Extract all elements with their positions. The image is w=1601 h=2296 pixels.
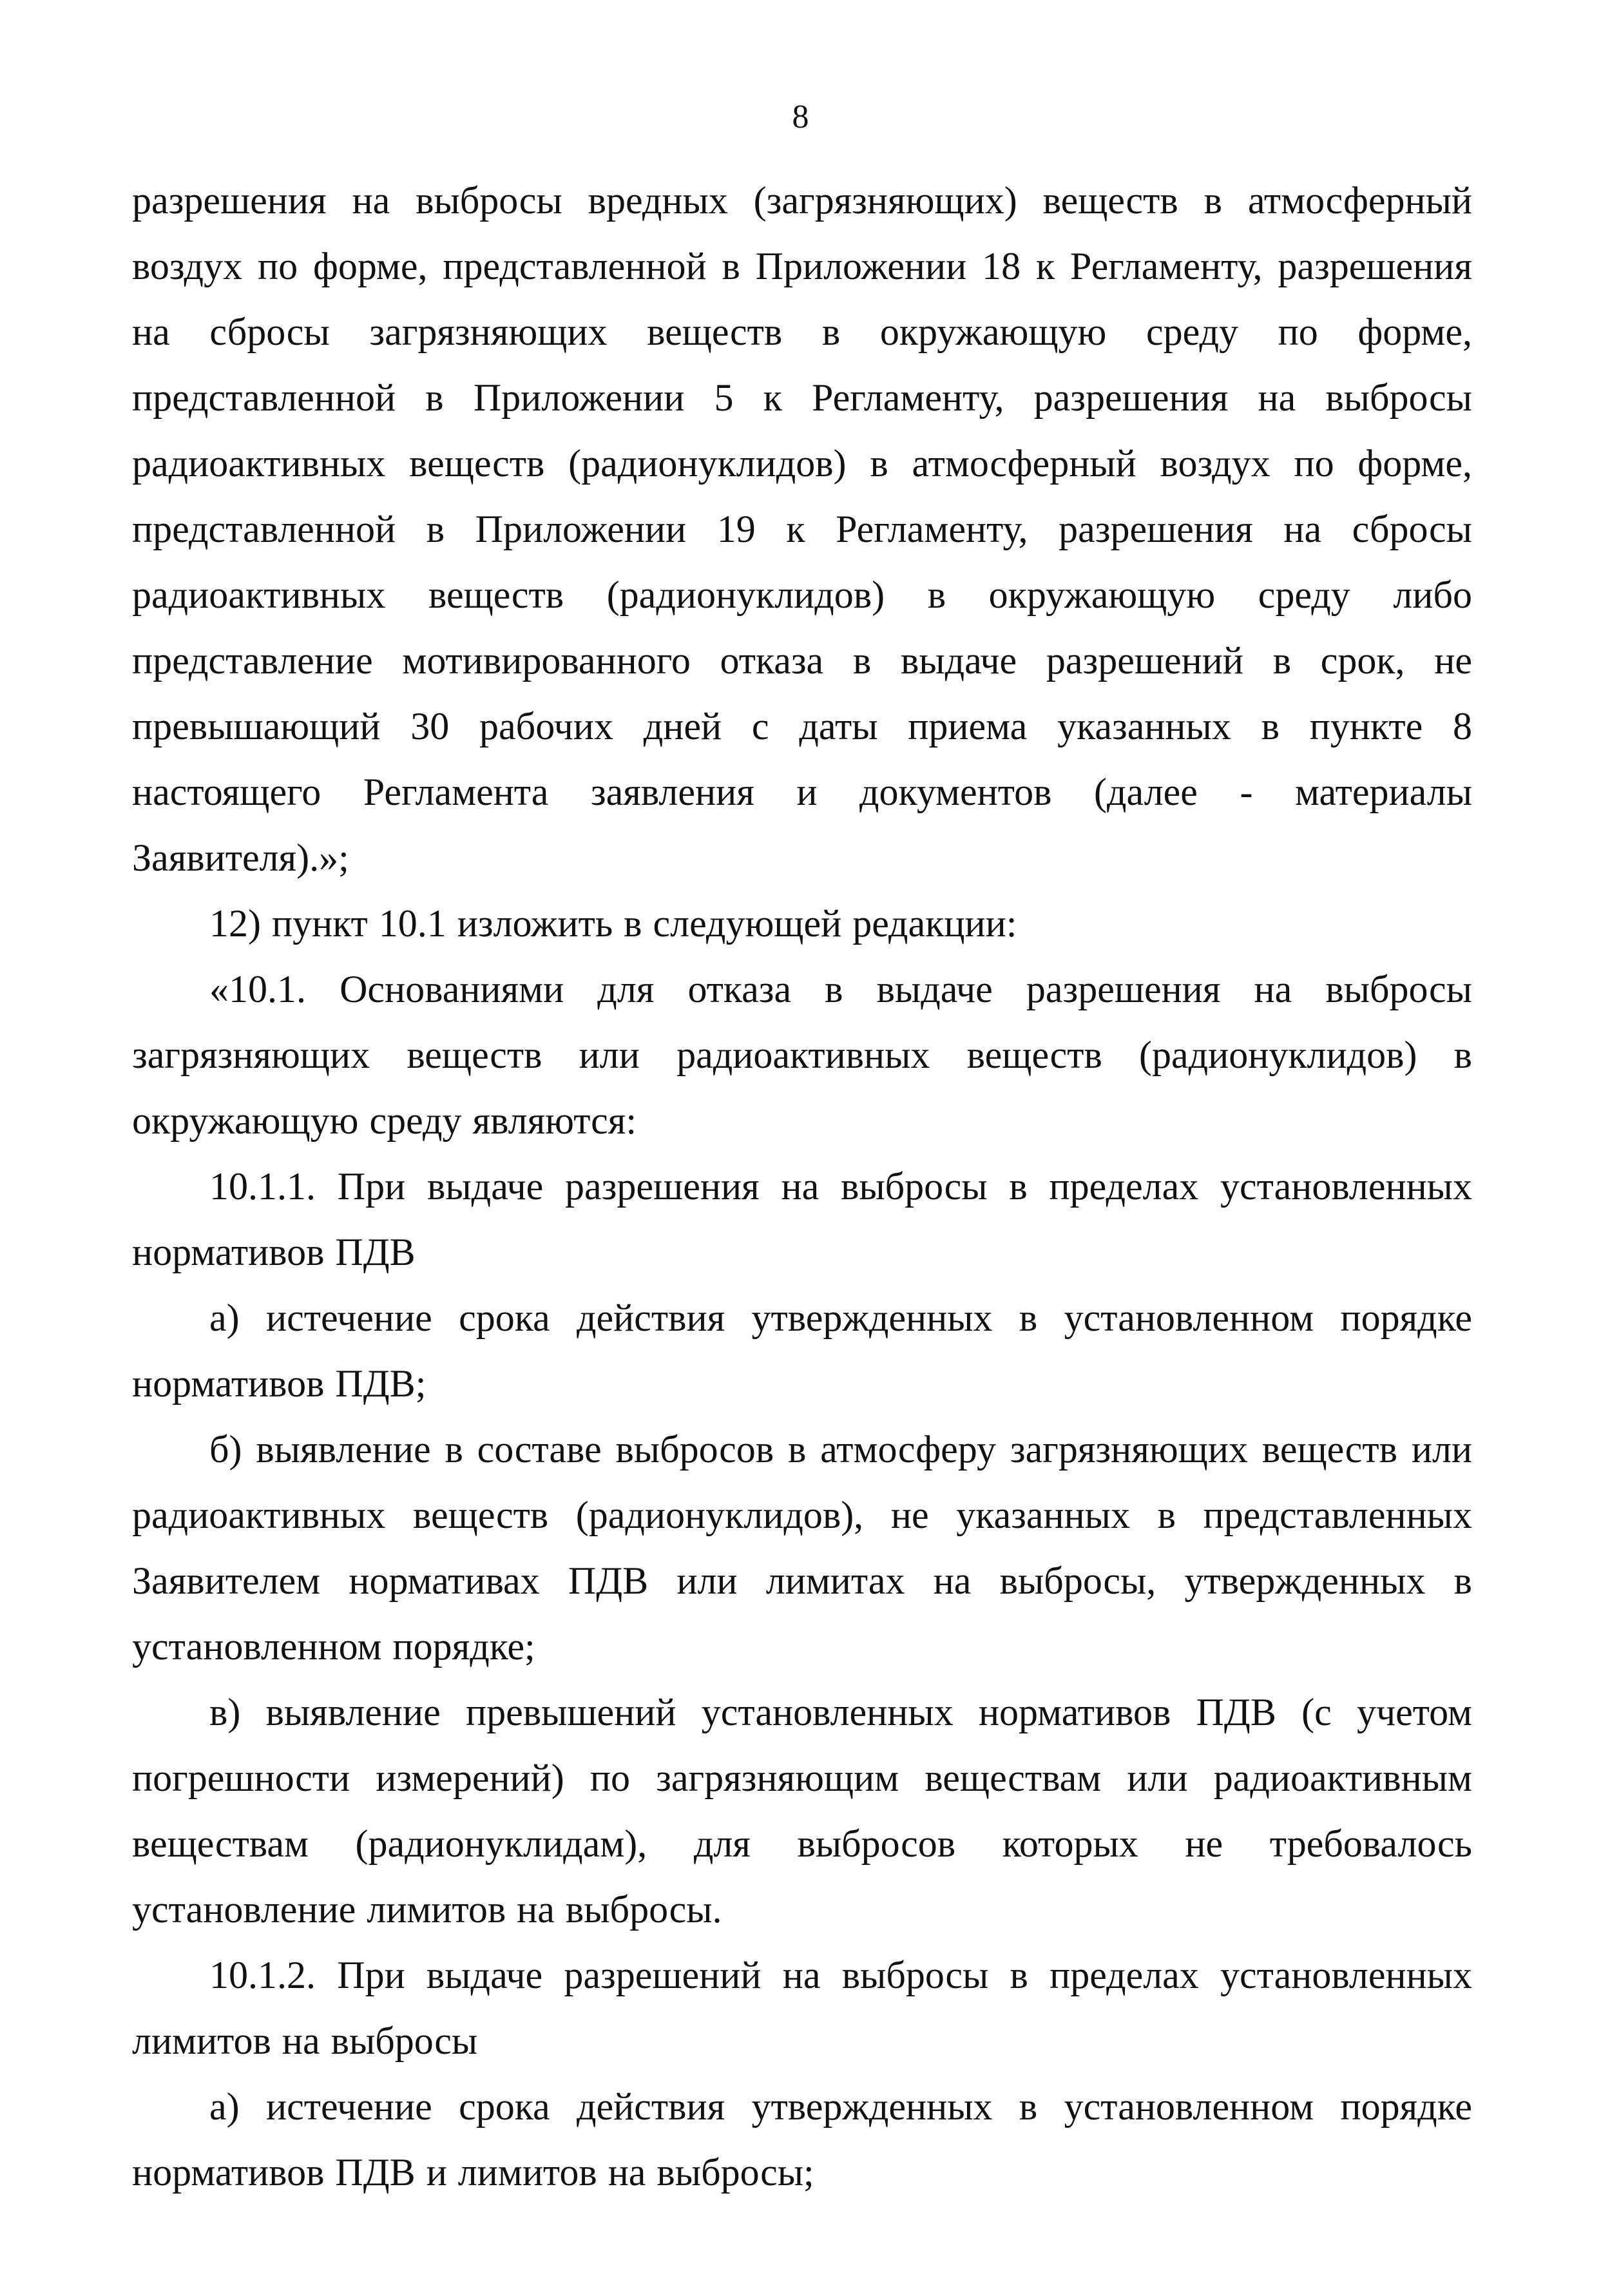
paragraph-10-1-2: 10.1.2. При выдаче разрешений на выбросы в пределах установленных лимитов на выбросы: [132, 1954, 1472, 2062]
paragraph-10-1-2-a: а) истечение срока действия утвержденных в установленном порядке нормативов ПДВ и лимитов на выбросы;: [132, 2085, 1472, 2194]
document-body: [132, 168, 1472, 2205]
paragraph-10-1-1: 10.1.1. При выдаче разрешения на выбросы в пределах установленных нормативов ПДВ: [132, 1165, 1472, 1273]
paragraph-permits-form: разрешения на выбросы вредных (загрязняющих) веществ в атмосферный воздух по форме, представленной в Приложении 18 к Регламенту, разрешения на сбросы загрязняющих веществ в окружающую среду по форме, представленной в Приложении 5 к Регламенту, разрешения на выбросы радиоактивных веществ (радионуклидов) в атмосферный воздух по форме, представленной в Приложении 19 к Регламенту, разрешения на сбросы радиоактивных веществ (радионуклидов) в окружающую среду либо представление мотивированного отказа в выдаче разрешений в срок, не превышающий 30 рабочих дней с даты приема указанных в пункте 8 настоящего Регламента заявления и документов (далее - материалы Заявителя).»;: [132, 179, 1472, 879]
paragraph-10-1: «10.1. Основаниями для отказа в выдаче разрешения на выбросы загрязняющих веществ или радиоактивных веществ (радионуклидов) в окружающую среду являются:: [132, 968, 1472, 1142]
paragraph-10-1-1-b: б) выявление в составе выбросов в атмосферу загрязняющих веществ или радиоактивных веществ (радионуклидов), не указанных в представленных Заявителем нормативах ПДВ или лимитах на выбросы, утвержденных в установленном порядке;: [132, 1428, 1472, 1668]
paragraph-10-1-1-a: а) истечение срока действия утвержденных в установленном порядке нормативов ПДВ;: [132, 1297, 1472, 1405]
page-number: 8: [792, 99, 809, 135]
paragraph-item-12: 12) пункт 10.1 изложить в следующей редакции:: [209, 902, 1017, 945]
paragraph-10-1-1-v: в) выявление превышений установленных нормативов ПДВ (с учетом погрешности измерений) по загрязняющим веществам или радиоактивным веществам (радионуклидам), для выбросов которых не требовалось установление лимитов на выбросы.: [132, 1691, 1472, 1931]
